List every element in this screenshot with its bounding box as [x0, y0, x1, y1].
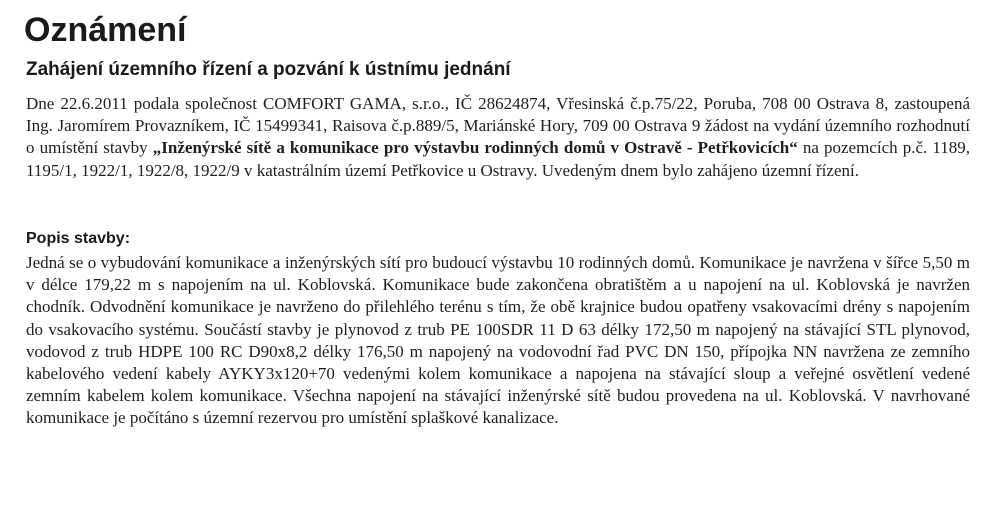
description-heading: Popis stavby:: [26, 230, 131, 247]
intro-text-after: na pozemcích p.č. 1189, 1195/1, 1922/1, 1922/8, 1922/9 v katastrálním území Petřkovice u Ostravy. Uvedeným dnem bylo zahájeno územní řízení.: [26, 138, 970, 180]
notice-subtitle: Zahájení územního řízení a pozvání k ústnímu jednání: [26, 59, 511, 80]
description-paragraph: Jedná se o vybudování komunikace a inženýrských sítí pro budoucí výstavbu 10 rodinných domů. Komunikace je navržena v šířce 5,50 m v délce 179,22 m s napojením na ul. Koblovská. Komunikace bude zakončena obratištěm a u napojení na ul. Koblovská je navržen chodník. Odvodnění komunikace je navrženo do přilehlého terénu s tím, že obě krajnice budou opatřeny vsakovacími drény s napojením do vsakovacího systému. Součástí stavby je plynovod z trub PE 100SDR 11 D 63 délky 172,50 m napojený na stávající STL plynovod, vodovod z trub HDPE 100 RC D90x8,2 délky 176,50 m napojený na vodovodní řad PVC DN 150, přípojka NN navržena ze zemního kabelového vedení kabely AYKY3x120+70 vedenými kolem komunikace a napojena na stávající sloup a veřejné osvětlení vedené zemním kabelem kolem komunikace. Všechna napojení na stávající inženýrské sítě budou provedena na ul. Koblovská. V navrhované komunikace je počítáno s územní rezervou pro umístění splaškové kanalizace.: [26, 253, 970, 428]
intro-text-before: Dne 22.6.2011 podala společnost COMFORT GAMA, s.r.o., IČ 28624874, Vřesinská č.p.75/22, Poruba, 708 00 Ostrava 8, zastoupená Ing. Jaromírem Provazníkem, IČ 15499341, Raisova č.p.889/5, Mariánské Hory, 709 00 Ostrava 9 žádost na vydání územního rozhodnutí o umístění stavby: [26, 94, 970, 158]
notice-title: Oznámení: [24, 11, 187, 49]
project-name: „Inženýrské sítě a komunikace pro výstavbu rodinných domů v Ostravě - Petřkovicích“: [152, 138, 798, 158]
intro-paragraph: [26, 93, 970, 182]
